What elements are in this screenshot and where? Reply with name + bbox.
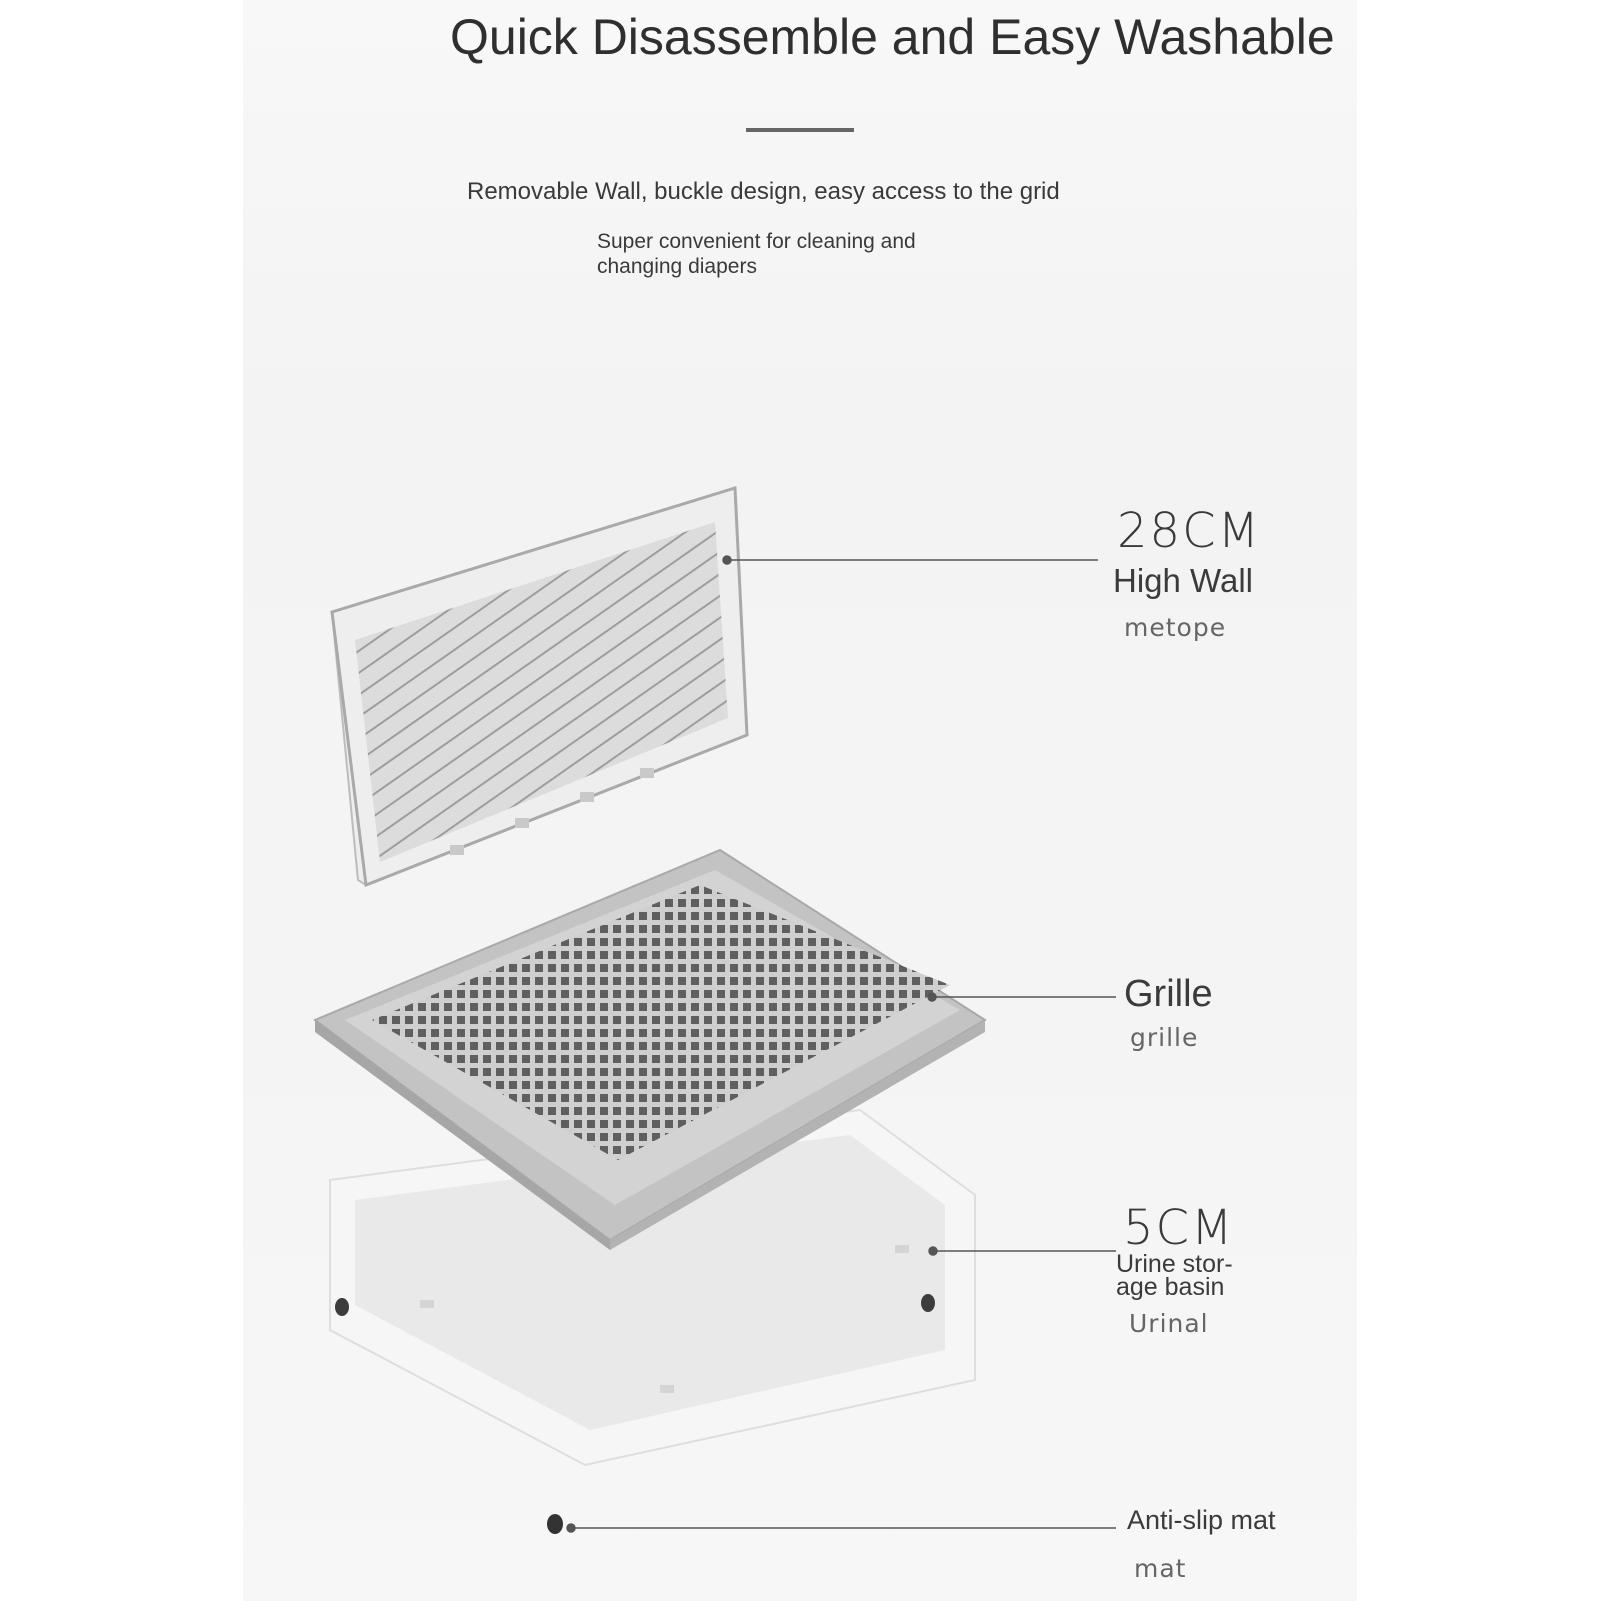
- grille-alt-name: grille: [1130, 1023, 1199, 1052]
- basin-name-line-2: age basin: [1116, 1273, 1225, 1301]
- basin-name-line-1: Urine stor-: [1116, 1250, 1233, 1278]
- wall-alt-name: metope: [1124, 613, 1227, 642]
- wall-buckle: [515, 818, 529, 828]
- page-note: Super convenient for cleaning and changing diapers: [597, 230, 916, 278]
- mat-name: Anti-slip mat: [1127, 1505, 1276, 1535]
- basin-alt-name: Urinal: [1129, 1309, 1209, 1338]
- wall-dimension: 28CM: [1117, 503, 1262, 559]
- basin-dimension: 5CM: [1123, 1200, 1235, 1256]
- page-title: Quick Disassemble and Easy Washable: [450, 9, 1335, 65]
- wall-name: High Wall: [1113, 562, 1253, 599]
- wall-buckle: [450, 845, 464, 855]
- mat-alt-name: mat: [1134, 1554, 1187, 1583]
- basin-name: [1116, 1250, 1256, 1301]
- grille-name: Grille: [1124, 973, 1213, 1015]
- page-subtitle: Removable Wall, buckle design, easy access to the grid: [467, 178, 1060, 205]
- high-wall-illustration: [332, 488, 747, 885]
- wall-buckle: [640, 768, 654, 778]
- wall-buckle: [580, 792, 594, 802]
